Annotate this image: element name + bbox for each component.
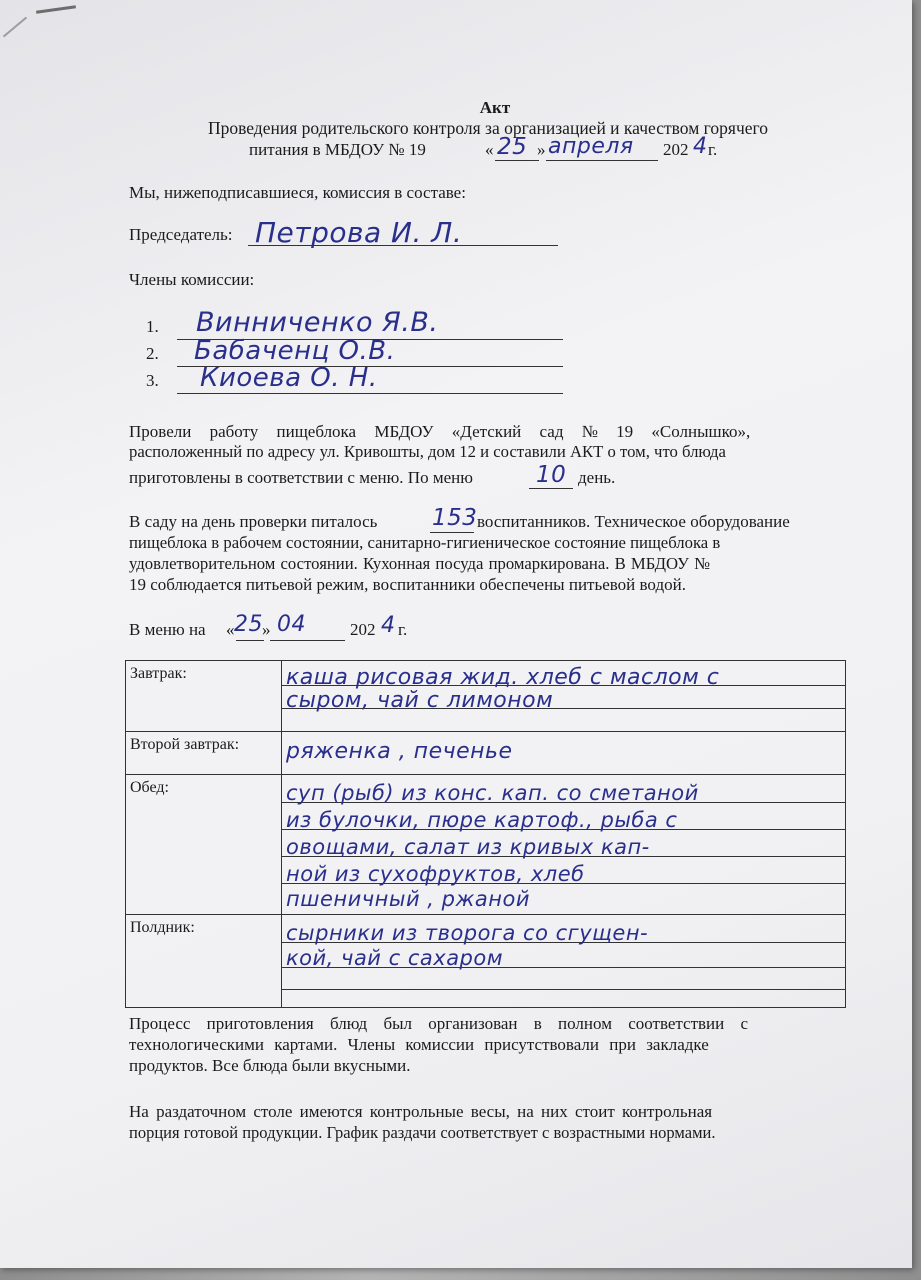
member-2-num: 2. bbox=[146, 344, 159, 363]
para1-line2: расположенный по адресу ул. Кривошты, дом 12 и составили АКТ о том, что блюда bbox=[129, 442, 726, 461]
corner-staple-mark bbox=[36, 5, 76, 14]
menu-day-line bbox=[529, 488, 573, 489]
menu-year-suffix: г. bbox=[398, 620, 408, 639]
menu-date-month-line bbox=[270, 640, 345, 641]
member-1-num: 1. bbox=[146, 317, 159, 336]
lunch-handwritten-line1: суп (рыб) из конс. кап. со сметаной bbox=[286, 781, 699, 805]
snack-subline-3 bbox=[282, 989, 845, 990]
date-open-quote: « bbox=[485, 140, 494, 159]
menu-day-handwritten: 10 bbox=[536, 462, 567, 488]
second-breakfast-label: Второй завтрак: bbox=[126, 732, 282, 774]
para3-line3: продуктов. Все блюда были вкусными. bbox=[129, 1056, 411, 1075]
para3-line2: технологическими картами. Члены комиссии присутствовали при закладке bbox=[129, 1035, 709, 1054]
year-prefix: 202 bbox=[663, 140, 689, 159]
para2-line1-prefix: В саду на день проверки питалось bbox=[129, 512, 378, 531]
menu-year-digit-handwritten: 4 bbox=[381, 613, 396, 638]
member-3-line bbox=[177, 393, 563, 394]
para1-line3-prefix: приготовлены в соответствии с меню. По меню bbox=[129, 468, 473, 487]
members-label: Члены комиссии: bbox=[129, 270, 255, 289]
year-digit-handwritten: 4 bbox=[693, 134, 708, 159]
para2-line2: пищеблока в рабочем состоянии, санитарно-гигиеническое состояние пищеблока в bbox=[129, 533, 721, 552]
menu-row-snack bbox=[126, 915, 845, 1007]
lunch-handwritten-line3: овощами, салат из кривых кап- bbox=[286, 835, 650, 859]
date-close-quote: » bbox=[537, 140, 546, 159]
member-2-name: Бабаченц О.В. bbox=[194, 336, 396, 366]
snack-handwritten-line1: сырники из творога со сгущен- bbox=[286, 921, 649, 945]
para2-line3: удовлетворительном состоянии. Кухонная посуда промаркирована. В МБДОУ № bbox=[129, 554, 711, 573]
date-month-line bbox=[546, 160, 658, 161]
menu-row-breakfast bbox=[126, 661, 845, 732]
menu-row-second-breakfast bbox=[126, 732, 845, 775]
lunch-handwritten-line5: пшеничный , ржаной bbox=[286, 887, 530, 911]
para1-line1 bbox=[129, 422, 841, 442]
menu-date-day-line bbox=[236, 640, 264, 641]
lunch-label: Обед: bbox=[126, 775, 282, 914]
member-3-num: 3. bbox=[146, 371, 159, 390]
menu-row-lunch bbox=[126, 775, 845, 915]
member-1-name: Винниченко Я.В. bbox=[196, 307, 439, 338]
para4-line1: На раздаточном столе имеются контрольные весы, на них стоит контрольная bbox=[129, 1102, 713, 1121]
date-month-handwritten: апреля bbox=[548, 134, 634, 159]
date-day-line bbox=[495, 160, 539, 161]
menu-table bbox=[125, 660, 846, 1008]
doc-title: Акт bbox=[479, 98, 511, 117]
date-day-handwritten: 25 bbox=[497, 134, 528, 160]
second-breakfast-handwritten: ряженка , печенье bbox=[286, 739, 513, 764]
corner-fold-mark bbox=[3, 17, 27, 38]
snack-label: Полдник: bbox=[126, 915, 282, 1007]
menu-date-day-handwritten: 25 bbox=[234, 612, 263, 637]
menu-date-prefix: В меню на bbox=[129, 620, 206, 639]
para1-line3-suffix: день. bbox=[578, 468, 616, 487]
lunch-handwritten-line4: ной из сухофруктов, хлеб bbox=[286, 862, 585, 886]
para4-line2: порция готовой продукции. График раздачи соответствует с возрастными нормами. bbox=[129, 1123, 716, 1142]
year-suffix: г. bbox=[708, 140, 718, 159]
chairman-signature: Петрова И. Л. bbox=[255, 216, 463, 249]
children-count-handwritten: 153 bbox=[432, 505, 478, 531]
breakfast-label: Завтрак: bbox=[126, 661, 282, 731]
snack-handwritten-line2: кой, чай с сахаром bbox=[286, 946, 504, 970]
breakfast-handwritten-line1: каша рисовая жид. хлеб с маслом с bbox=[286, 665, 720, 690]
commission-intro: Мы, нижеподписавшиеся, комиссия в составе: bbox=[129, 183, 466, 202]
para2-line4: 19 соблюдается питьевой режим, воспитанники обеспечены питьевой водой. bbox=[129, 575, 686, 594]
para1-line1-text: Провели работу пищеблока МБДОУ «Детский сад № 19 «Солнышко», bbox=[129, 422, 751, 441]
menu-year-prefix: 202 bbox=[350, 620, 376, 639]
member-3-name: Киоева О. Н. bbox=[200, 363, 378, 393]
chairman-label: Председатель: bbox=[129, 225, 233, 244]
para2-line1-suffix: воспитанников. Техническое оборудование bbox=[477, 512, 790, 531]
menu-date-month-handwritten: 04 bbox=[277, 612, 306, 637]
menu-date-close-quote: » bbox=[262, 620, 271, 639]
para3-line1: Процесс приготовления блюд был организован в полном соответствии с bbox=[129, 1014, 749, 1033]
doc-subtitle-line2: питания в МБДОУ № 19 bbox=[249, 140, 426, 159]
breakfast-handwritten-line2: сыром, чай с лимоном bbox=[286, 688, 554, 713]
doc-subtitle-line1: Проведения родительского контроля за организацией и качеством горячего bbox=[207, 118, 769, 138]
menu-date-open-quote: « bbox=[226, 620, 235, 639]
lunch-handwritten-line2: из булочки, пюре картоф., рыба с bbox=[286, 808, 678, 832]
